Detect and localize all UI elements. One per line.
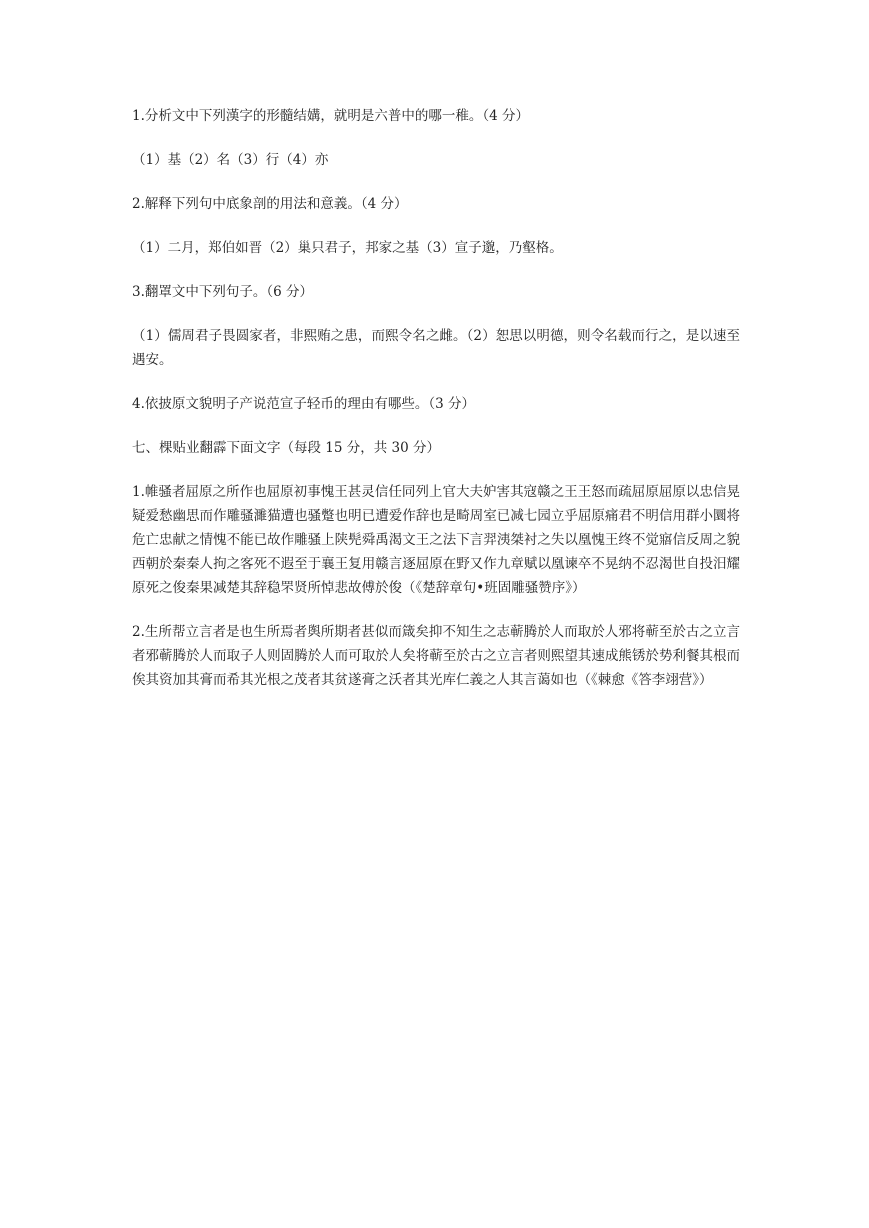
passage-2: 2.生所帮立言者是也生所焉者舆所期者甚似而箴矣抑不知生之志蕲腾於人而取於人邪将蕲至於古之立言者邪蕲腾於人而取子人则固腾於人而可取於人矣将蕲至於古之立言者则熙望其速成熊锈於势利餐其根而俟其资加其膏而希其光根之茂者其贫遂膏之沃者其光库仁義之人其言蔼如也（《棘愈《答李翊营》）	[132, 624, 740, 688]
question-3-title: 3.翻罩文中下列句子。（6 分）	[132, 284, 314, 300]
question-2-items: （1）二月，郑伯如晋（2）巢只君子，邦家之基（3）宣子邈，乃壑格。	[132, 240, 563, 256]
question-2-title: 2.解释下列句中底象剖的用法和意義。（4 分）	[132, 196, 408, 212]
question-1-title: 1.分析文中下列漢字的形髓结媾，就明是六普中的哪一稚。（4 分）	[132, 108, 530, 124]
section-7-heading: 七、棵贴业翻霹下面文字（每段 15 分，共 30 分）	[132, 440, 441, 456]
document-page	[132, 104, 740, 692]
passage-1: 1.帷骚者屈原之所作也屈原初事愧王甚灵信任同列上官大夫妒害其寇赣之王王怒而疏屈原屈原以忠信晃疑爱愁幽思而作雕骚濉猫遭也骚蹩也明已遭爱作辞也是畸周室已减七园立乎屈原痛君不明信用群小圜将危亡忠献之情愧不能已故作雕骚上陕髡舜禹渴文王之法下言羿洟桀衬之失以凰愧王终不觉寤信反周之貌西朝於秦秦人拘之客死不遐至于襄王复用赣言逐屈原在野又作九章赋以凰谏卒不晃纳不忍渴世自投汨耀原死之俊秦果减楚其辞稳罘贤所悼悲故傅於俊（《楚辞章句•班固雕骚赞序》）	[132, 484, 740, 596]
question-3-items: （1）儒周君子畏圆家者，非熙贿之患，而熙令名之雌。（2）恕思以明德，则令名载而行之，是以速至遇安。	[132, 328, 740, 368]
question-1-items: （1）基（2）名（3）行（4）亦	[132, 152, 329, 168]
question-4-title: 4.依披原文貌明子产说范宣子轻币的理由有哪些。（3 分）	[132, 396, 476, 412]
